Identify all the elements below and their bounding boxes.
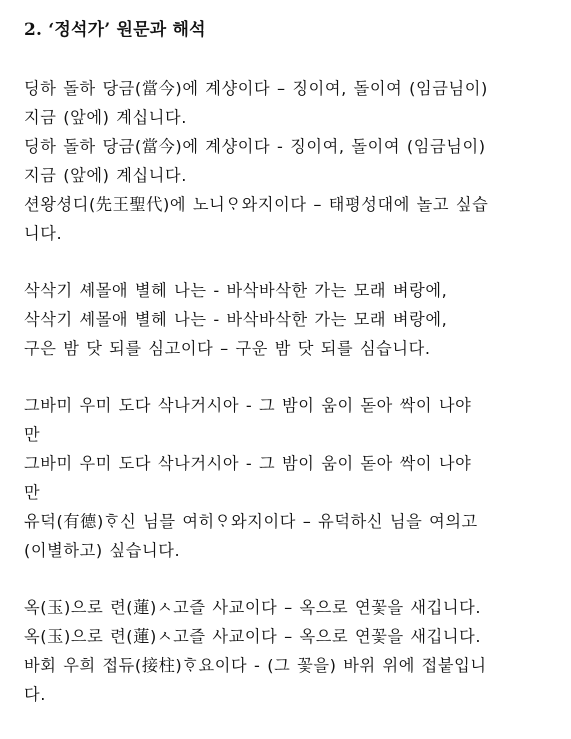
text-line: 션왕셩디(先王聖代)에 노니ᄋᆞ와지이다 – 태평성대에 놀고 싶습 <box>24 195 489 214</box>
stanza-2 <box>24 276 550 363</box>
section-heading: 2. ‘정석가’ 원문과 해석 <box>24 20 206 40</box>
spacer <box>24 44 550 74</box>
text-line: 다. <box>24 685 46 704</box>
stanza-3 <box>24 391 550 565</box>
text-line: 바회 우희 접듀(接柱)ᄒᆞ요이다 - (그 꽃을) 바위 위에 접붙입니 <box>24 656 487 675</box>
text-line: 옥(玉)으로 련(蓮)ㅅ고즐 사교이다 – 옥으로 연꽃을 새깁니다. <box>24 627 482 646</box>
text-line: 유덕(有德)ᄒᆞ신 님믈 여히ᄋᆞ와지이다 – 유덕하신 님을 여의고 <box>24 512 478 531</box>
text-line: 만 <box>24 425 41 444</box>
text-line: 만 <box>24 483 41 502</box>
text-line: 니다. <box>24 224 63 243</box>
text-line: 지금 (앞에) 계십니다. <box>24 108 187 127</box>
text-line: 딩하 돌하 당금(當今)에 계샹이다 – 징이여, 돌이여 (임금님이) <box>24 79 488 98</box>
text-line: 구은 밤 닷 되를 심고이다 – 구운 밤 닷 되를 심습니다. <box>24 339 431 358</box>
text-line: 그바미 우미 도다 삭나거시아 - 그 밤이 움이 돋아 싹이 나야 <box>24 454 472 473</box>
stanza-4 <box>24 593 550 709</box>
text-line: 지금 (앞에) 계십니다. <box>24 166 187 185</box>
text-line: 딩하 돌하 당금(當今)에 계샹이다 - 징이여, 돌이여 (임금님이) <box>24 137 486 156</box>
text-line: 그바미 우미 도다 삭나거시아 - 그 밤이 움이 돋아 싹이 나야 <box>24 396 472 415</box>
text-line: (이별하고) 싶습니다. <box>24 541 181 560</box>
text-line: 삭삭기 셰몰애 별헤 나는 - 바삭바삭한 가는 모래 벼랑에, <box>24 310 448 329</box>
stanza-1 <box>24 74 550 248</box>
text-line: 옥(玉)으로 련(蓮)ㅅ고즐 사교이다 – 옥으로 연꽃을 새깁니다. <box>24 598 482 617</box>
text-line: 삭삭기 셰몰애 별헤 나는 - 바삭바삭한 가는 모래 벼랑에, <box>24 281 448 300</box>
document-body <box>24 16 550 709</box>
